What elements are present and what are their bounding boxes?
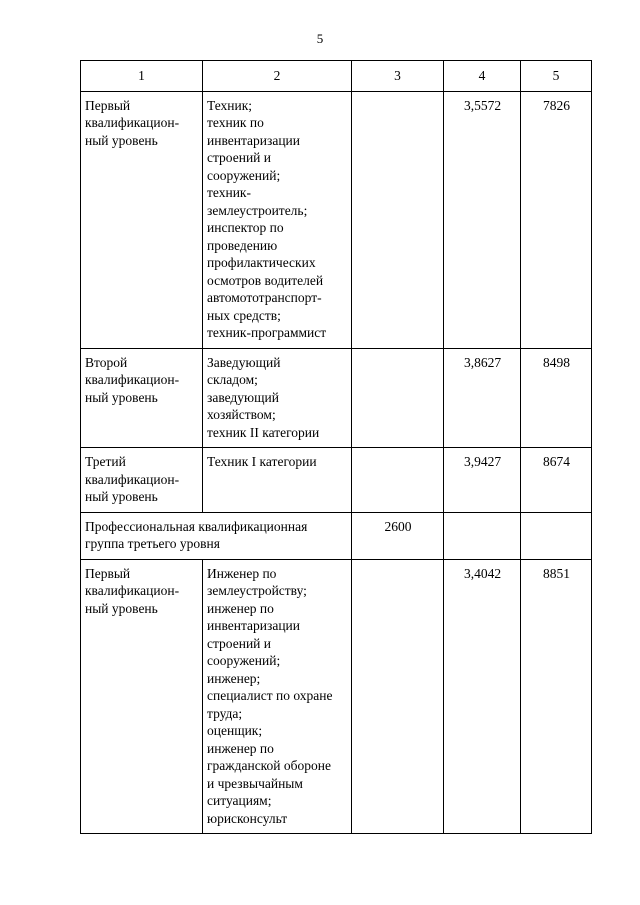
column-header: 3 <box>352 61 444 92</box>
base-salary-cell: 2600 <box>352 512 444 559</box>
salary-cell: 7826 <box>521 91 592 348</box>
group-row <box>81 512 592 559</box>
qualification-level-cell: Третий квалификацион- ный уровень <box>81 448 203 513</box>
group-label-cell: Профессиональная квалификационная группа третьего уровня <box>81 512 352 559</box>
base-salary-cell <box>352 559 444 834</box>
column-header: 5 <box>521 61 592 92</box>
base-salary-cell <box>352 448 444 513</box>
positions-cell: Техник; техник по инвентаризации строений и сооружений; техник- землеустроитель; инспектор по проведению профилактических осмотров водителей автомототранспорт- ных средств; техник-программист <box>203 91 352 348</box>
coefficient-cell: 3,5572 <box>444 91 521 348</box>
positions-cell: Заведующий складом; заведующий хозяйством; техник II категории <box>203 348 352 448</box>
base-salary-cell <box>352 91 444 348</box>
salary-cell: 8851 <box>521 559 592 834</box>
table-row <box>81 448 592 513</box>
column-header: 1 <box>81 61 203 92</box>
qualification-level-cell: Первый квалификацион- ный уровень <box>81 559 203 834</box>
table-row <box>81 91 592 348</box>
coefficient-cell: 3,9427 <box>444 448 521 513</box>
salary-cell: 8674 <box>521 448 592 513</box>
coefficient-cell: 3,4042 <box>444 559 521 834</box>
table-row <box>81 559 592 834</box>
table-header-row <box>81 61 592 92</box>
page-number: 5 <box>316 31 324 46</box>
positions-cell: Техник I категории <box>203 448 352 513</box>
qualification-table <box>80 60 592 834</box>
salary-cell: 8498 <box>521 348 592 448</box>
positions-cell: Инженер по землеустройству; инженер по инвентаризации строений и сооружений; инженер; специалист по охране труда; оценщик; инженер по гражданской обороне и чрезвычайным ситуациям; юрисконсульт <box>203 559 352 834</box>
column-header: 4 <box>444 61 521 92</box>
salary-cell <box>521 512 592 559</box>
base-salary-cell <box>352 348 444 448</box>
column-header: 2 <box>203 61 352 92</box>
coefficient-cell <box>444 512 521 559</box>
qualification-level-cell: Второй квалификацион- ный уровень <box>81 348 203 448</box>
coefficient-cell: 3,8627 <box>444 348 521 448</box>
qualification-level-cell: Первый квалификацион- ный уровень <box>81 91 203 348</box>
table-row <box>81 348 592 448</box>
